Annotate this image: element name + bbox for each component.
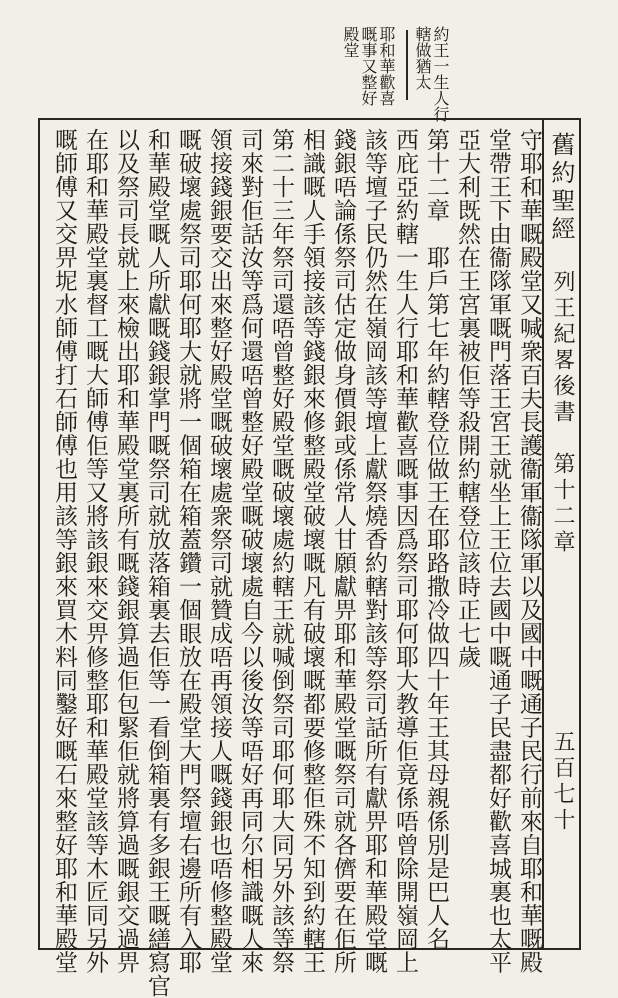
note-line-1: 約王一生人行 (431, 26, 450, 122)
note-bracket (406, 30, 408, 100)
page-number: 五百七十 (550, 730, 575, 834)
note-line-5: 殿堂 (341, 26, 360, 58)
text-column-8: 相識嘅人手領接該等錢銀來修整殿堂破壞嘅凡有破壞嘅都要修整佢殊不知到約轄王 (299, 128, 325, 974)
text-column-11: 領接錢銀要交出來整好殿堂嘅破壞處衆祭司就贊成唔再領接人嘅錢銀也唔修整殿堂 (206, 128, 232, 974)
running-header (542, 120, 579, 948)
text-column-16: 嘅師傅又交畀坭水師傅打石師傅也用該等銀來買木料同鑿好嘅石來整好耶和華殿堂 (51, 128, 77, 974)
text-column-1: 守耶和華嘅殿堂又喊衆百夫長護衞軍衞隊軍以及國中嘅通子民行前來自耶和華嘅殿 (516, 128, 542, 974)
page-frame (38, 118, 581, 998)
note-line-4: 嘅事又整好 (359, 26, 378, 106)
body-text (40, 120, 544, 998)
book-title: 舊約聖經 (547, 132, 575, 244)
marginal-note (340, 26, 460, 122)
text-column-10: 司來對佢話汝等爲何還唔曾整好殿堂嘅破壞處自今以後汝等唔好再同尔相識嘅人來 (237, 128, 263, 974)
note-line-3: 耶和華歡喜 (377, 26, 396, 106)
text-column-6: 該等壇子民仍然在嶺岡該等壇上獻祭燒香約轄對該等祭司話所有獻畀耶和華殿堂嘅 (361, 128, 387, 974)
section-title: 列王紀畧後書 第十二章 (550, 270, 575, 556)
text-column-12: 嘅破壞處祭司耶何耶大就將一個箱在箱蓋鑽一個眼放在殿堂大門祭壇右邊所有入耶 (175, 128, 201, 974)
text-column-5: 西庇亞約轄一生人行耶和華歡喜嘅事因爲祭司耶何耶大教導佢竟係唔曾除開嶺岡上 (392, 128, 418, 974)
note-line-2: 轄做猶太 (413, 26, 432, 90)
text-column-7: 錢銀唔論係祭司估定做身價銀或係常人甘願獻畀耶和華殿堂嘅祭司就各儕要在佢所 (330, 128, 356, 974)
text-column-9: 第二十三年祭司還唔曾整好殿堂嘅破壞處約轄王就喊倒祭司耶何耶大同另外該等祭 (268, 128, 294, 974)
text-column-2: 堂帶王下由衞隊軍嘅門落王宮王就坐上王位去國中嘅通子民盡都好歡喜城裏也太平 (485, 128, 511, 974)
text-column-3: 亞大利既然在王宮裏被佢等殺開約轄登位該時正七歲 (454, 128, 480, 669)
text-column-13: 和華殿堂嘅人所獻嘅錢銀掌門嘅祭司就放落箱裏去佢等一看倒箱裏有多銀王嘅繕寫官 (144, 128, 170, 998)
text-column-4: 第十二章 耶戶第七年約轄登位做王在耶路撒冷做四十年王其母親係別是巴人名 (423, 128, 449, 951)
text-column-14: 以及祭司長就上來檢出耶和華殿堂裏所有嘅錢銀算過佢包緊佢就將算過嘅銀交過畀 (113, 128, 139, 974)
text-column-15: 在耶和華殿堂裏督工嘅大師傅佢等又將該銀來交畀修整耶和華殿堂該等木匠同另外 (82, 128, 108, 974)
